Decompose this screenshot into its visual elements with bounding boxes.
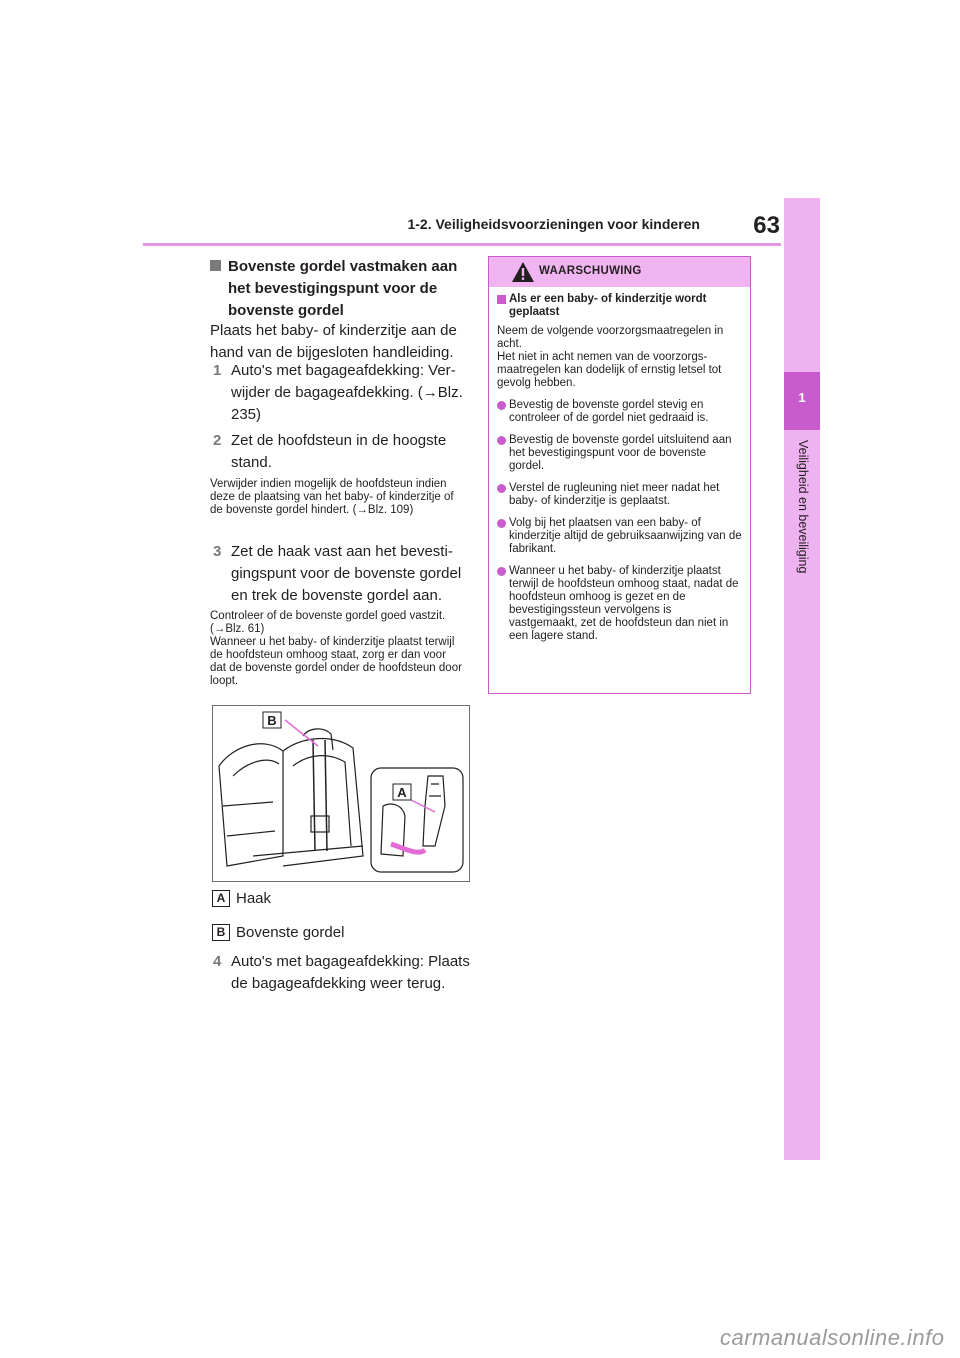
step-text: Zet de haak vast aan het bevestigingspunt voor de bovenste gordel en trek de bovenste gordel aan. [231,543,462,604]
warning-bullet [497,399,742,425]
warning-box [488,256,751,694]
heading-square-icon [497,295,506,304]
step-text: Auto's met bagageafdekking: Plaats de bagageafdekking weer terug. [231,953,470,992]
intro-paragraph: Plaats het baby- of kinderzitje aan de hand van de bijgesloten handleiding. [210,322,457,361]
warning-bullet [497,434,742,473]
figure-label-b: B [267,713,277,728]
step-2-note: Verwijder indien mogelijk de hoofdsteun indien deze de plaatsing van het baby- of kinderzitje of de bovenste gordel hindert. (→Blz. 109) [210,478,454,516]
header-rule [143,243,781,246]
warning-bullet-text: Wanneer u het baby- of kinderzitje plaatst terwijl de hoofdsteun omhoog staat, nadat de hoofdsteun omhoog is gezet en de bevestigingssteun vervolgens is vastgemaakt, zet de hoofdsteun dan niet in een lagere stand. [509,565,739,642]
bullet-dot-icon [497,436,506,445]
warning-bullet [497,517,742,556]
step-3 [213,541,468,607]
step-text: Zet de hoofdsteun in de hoogste stand. [231,432,447,471]
warning-bullet-text: Bevestig de bovenste gordel stevig en controleer of de gordel niet gedraaid is. [509,399,709,424]
step-1 [213,360,468,426]
bullet-dot-icon [497,567,506,576]
warning-bullet [497,482,742,508]
section-title: 1-2. Veiligheidsvoorzieningen voor kinderen [407,216,700,232]
watermark: carmanualsonline.info [720,1325,945,1350]
section-heading-text: Bovenste gordel vastmaken aan het bevestigingspunt voor de bovenste gordel [228,258,458,319]
warning-text: Neem de volgende voorzorgsmaatregelen in acht. Het niet in acht nemen van de voorzorgsmaatregelen kan dodelijk of ernstig letsel tot gevolg hebben. [497,325,724,389]
step-2 [213,430,468,474]
step-number: 2 [213,432,222,449]
warning-bullet-text: Bevestig de bovenste gordel uitsluitend aan het bevestigingspunt voor de bovenste gordel. [509,434,732,472]
warning-body [497,293,742,643]
bullet-dot-icon [497,519,506,528]
step-3-note: Controleer of de bovenste gordel goed vastzit. (→Blz. 61) Wanneer u het baby- of kinderzitje plaatst terwijl de hoofdsteun omhoog staat, zorg er dan voor dat de bovenste gordel onder de hoofdsteun door loopt. [210,610,462,687]
section-heading [210,256,470,322]
warning-bullet-text: Verstel de rugleuning niet meer nadat het baby- of kinderzitje is geplaatst. [509,482,720,507]
legend-key-b: B [212,924,230,941]
page-number: 63 [753,212,780,239]
legend-key-a: A [212,890,230,907]
step-number: 1 [213,362,222,379]
step-number: 4 [213,953,222,970]
warning-triangle-icon [511,261,535,283]
legend-text-a: Haak [236,890,272,907]
chapter-number: 1 [798,390,806,405]
bullet-dot-icon [497,401,506,410]
legend-text-b: Bovenste gordel [236,924,345,941]
step-number: 3 [213,543,222,560]
bullet-dot-icon [497,484,506,493]
figure-label-a: A [397,785,407,800]
step-4 [213,951,475,995]
step-text: Auto's met bagageafdekking: Verwijder de bagageafdekking. (→Blz. 235) [231,362,463,423]
warning-bullet [497,565,742,643]
warning-heading-text: Als er een baby- of kinderzitje wordt geplaatst [509,293,707,318]
seat-drawing [213,706,469,881]
child-seat-illustration [212,705,470,882]
chapter-label: Veiligheid en beveiliging [796,440,810,574]
warning-heading [497,293,742,319]
warning-title: WAARSCHUWING [539,265,642,277]
warning-bullet-text: Volg bij het plaatsen van een baby- of kinderzitje altijd de gebruiksaanwijzing van de fabrikant. [509,517,742,555]
